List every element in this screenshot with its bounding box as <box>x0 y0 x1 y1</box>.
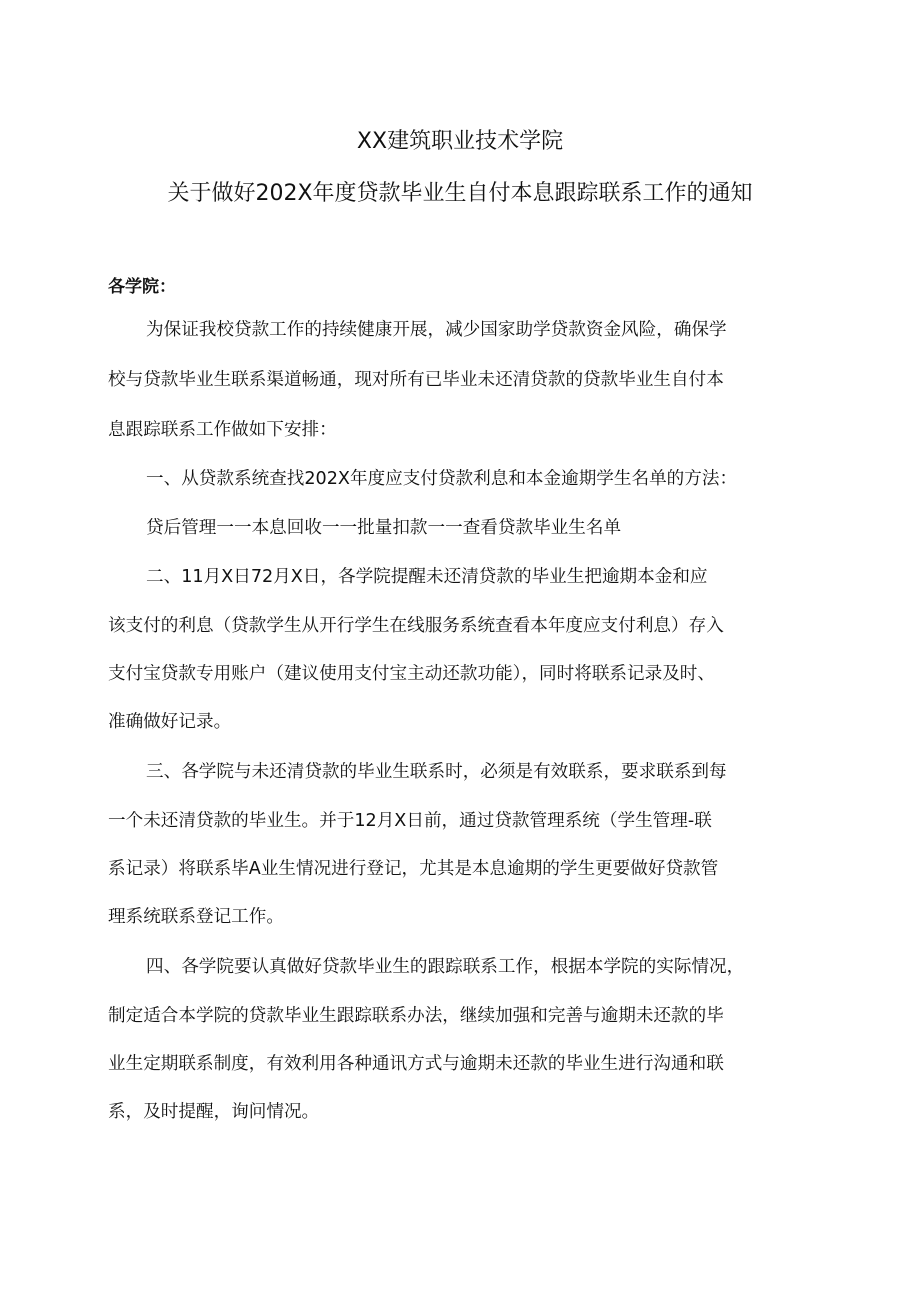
salutation: 各学院： <box>108 277 176 297</box>
paragraph-line: 贷后管理一一本息回收一一批量扣款一一查看贷款毕业生名单 <box>146 518 622 538</box>
paragraph-line: 三、各学院与未还清贷款的毕业生联系时，必须是有效联系，要求联系到每 <box>146 762 727 782</box>
paragraph-line: 制定适合本学院的贷款毕业生跟踪联系办法，继续加强和完善与逾期未还款的毕 <box>108 1006 724 1026</box>
paragraph-line: 为保证我校贷款工作的持续健康开展，减少国家助学贷款资金风险，确保学 <box>146 320 727 340</box>
paragraph-line: 一、从贷款系统查找202X年度应支付贷款利息和本金逾期学生名单的方法： <box>146 469 738 489</box>
paragraph-line: 业生定期联系制度，有效利用各种通讯方式与逾期未还款的毕业生进行沟通和联 <box>108 1054 724 1074</box>
paragraph-line: 准确做好记录。 <box>108 712 232 732</box>
paragraph-line: 四、各学院要认真做好贷款毕业生的跟踪联系工作，根据本学院的实际情况， <box>146 957 745 977</box>
paragraph-line: 二、11月X日72月X日，各学院提醒未还清贷款的毕业生把逾期本金和应 <box>146 567 708 587</box>
paragraph-line: 该支付的利息（贷款学生从开行学生在线服务系统查看本年度应支付利息）存入 <box>108 616 724 636</box>
document-title-notice: 关于做好202X年度贷款毕业生自付本息跟踪联系工作的通知 <box>167 181 753 206</box>
paragraph-line: 理系统联系登记工作。 <box>108 907 284 927</box>
paragraph-line: 系记录）将联系毕A业生情况进行登记，尤其是本息逾期的学生更要做好贷款管 <box>108 859 719 879</box>
paragraph-line: 支付宝贷款专用账户（建议使用支付宝主动还款功能），同时将联系记录及时、 <box>108 664 715 684</box>
paragraph-line: 校与贷款毕业生联系渠道畅通，现对所有已毕业未还清贷款的贷款毕业生自付本 <box>108 370 724 390</box>
paragraph-line: 息跟踪联系工作做如下安排： <box>108 420 337 440</box>
document-title-institution: XX建筑职业技术学院 <box>356 129 564 154</box>
paragraph-line: 一个未还清贷款的毕业生。并于12月X日前，通过贷款管理系统（学生管理-联 <box>108 811 712 831</box>
paragraph-line: 系，及时提醒，询问情况。 <box>108 1102 320 1122</box>
